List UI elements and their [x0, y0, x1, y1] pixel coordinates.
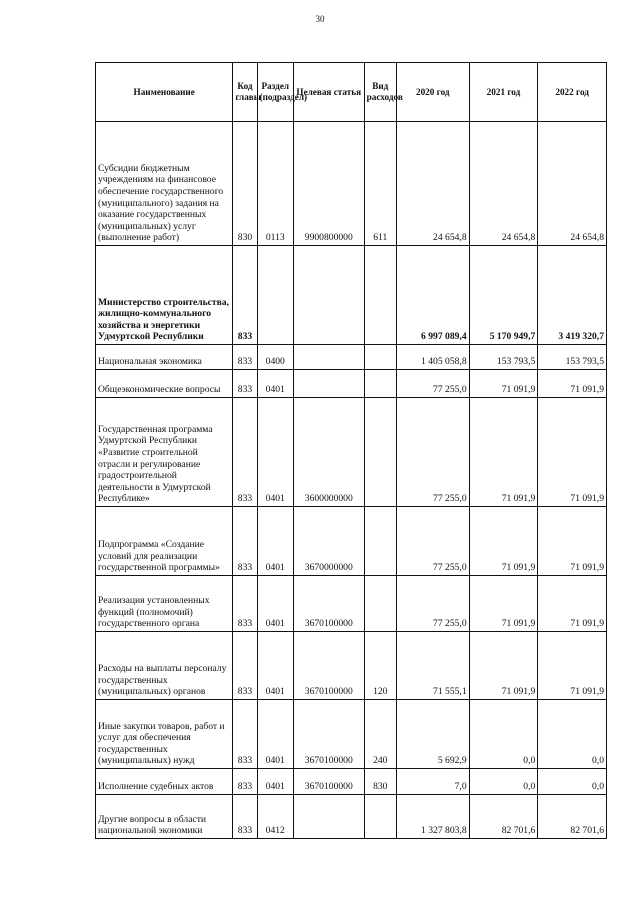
row-section: 0401: [257, 398, 293, 507]
row-name: Исполнение судебных актов: [96, 769, 233, 795]
row-2021: 24 654,8: [469, 122, 538, 246]
row-code: 833: [233, 576, 257, 632]
table-row: [96, 122, 607, 246]
row-section: 0401: [257, 700, 293, 769]
table-row: [96, 345, 607, 370]
row-section: 0401: [257, 576, 293, 632]
row-type: [364, 345, 396, 370]
row-target: 3670000000: [293, 507, 364, 576]
row-2021: 82 701,6: [469, 795, 538, 839]
row-target: [293, 345, 364, 370]
row-target: 3670100000: [293, 632, 364, 700]
row-2022: 3 419 320,7: [538, 246, 607, 345]
row-type: [364, 370, 396, 398]
row-2020: 77 255,0: [396, 507, 469, 576]
row-2022: 71 091,9: [538, 398, 607, 507]
row-2021: 71 091,9: [469, 370, 538, 398]
row-section: 0400: [257, 345, 293, 370]
row-section: 0401: [257, 370, 293, 398]
row-code: 833: [233, 246, 257, 345]
row-2020: 7,0: [396, 769, 469, 795]
row-name: Общеэкономические вопросы: [96, 370, 233, 398]
header-target: Целевая статья: [293, 63, 364, 122]
row-type: 240: [364, 700, 396, 769]
row-target: 3600000000: [293, 398, 364, 507]
row-2022: 71 091,9: [538, 576, 607, 632]
row-type: 830: [364, 769, 396, 795]
row-name: Министерство строительства, жилищно-коммунального хозяйства и энергетики Удмуртской Республики: [96, 246, 233, 345]
row-code: 833: [233, 345, 257, 370]
row-2020: 77 255,0: [396, 398, 469, 507]
row-target: 3670100000: [293, 700, 364, 769]
row-2022: 71 091,9: [538, 507, 607, 576]
table-row: [96, 398, 607, 507]
row-2022: 82 701,6: [538, 795, 607, 839]
row-2022: 71 091,9: [538, 632, 607, 700]
header-row: [96, 63, 607, 122]
row-2020: 77 255,0: [396, 576, 469, 632]
table-row: [96, 700, 607, 769]
row-section: 0113: [257, 122, 293, 246]
table-row: [96, 632, 607, 700]
row-name: Национальная экономика: [96, 345, 233, 370]
row-2021: 0,0: [469, 700, 538, 769]
header-2022: 2022 год: [538, 63, 607, 122]
row-2021: 71 091,9: [469, 507, 538, 576]
table-row: [96, 795, 607, 839]
row-2022: 0,0: [538, 769, 607, 795]
row-2020: 71 555,1: [396, 632, 469, 700]
row-name: Другие вопросы в области национальной экономики: [96, 795, 233, 839]
row-name: Подпрограмма «Создание условий для реализации государственной программы»: [96, 507, 233, 576]
row-2020: 77 255,0: [396, 370, 469, 398]
row-2022: 0,0: [538, 700, 607, 769]
row-name: Субсидии бюджетным учреждениям на финансовое обеспечение государственного (муниципального) задания на оказание государственных (муниципальных) услуг (выполнение работ): [96, 122, 233, 246]
row-target: [293, 370, 364, 398]
table-row: [96, 507, 607, 576]
table-row: [96, 769, 607, 795]
row-2020: 5 692,9: [396, 700, 469, 769]
row-type: [364, 576, 396, 632]
row-2021: 71 091,9: [469, 398, 538, 507]
budget-table: [95, 62, 607, 839]
header-section: Раздел (подраздел): [257, 63, 293, 122]
row-2022: 71 091,9: [538, 370, 607, 398]
row-target: [293, 795, 364, 839]
row-2021: 71 091,9: [469, 576, 538, 632]
row-name: Расходы на выплаты персоналу государственных (муниципальных) органов: [96, 632, 233, 700]
row-2021: 5 170 949,7: [469, 246, 538, 345]
row-code: 833: [233, 700, 257, 769]
row-target: 3670100000: [293, 576, 364, 632]
row-code: 833: [233, 370, 257, 398]
table-row: [96, 246, 607, 345]
row-code: 833: [233, 507, 257, 576]
row-type: 120: [364, 632, 396, 700]
row-type: [364, 398, 396, 507]
row-2020: 1 405 058,8: [396, 345, 469, 370]
row-type: 611: [364, 122, 396, 246]
header-name: Наименование: [96, 63, 233, 122]
row-type: [364, 246, 396, 345]
row-type: [364, 795, 396, 839]
row-2022: 24 654,8: [538, 122, 607, 246]
row-name: Иные закупки товаров, работ и услуг для обеспечения государственных (муниципальных) нужд: [96, 700, 233, 769]
row-section: 0412: [257, 795, 293, 839]
header-type: Вид расходов: [364, 63, 396, 122]
row-2020: 1 327 803,8: [396, 795, 469, 839]
header-2021: 2021 год: [469, 63, 538, 122]
row-target: 9900800000: [293, 122, 364, 246]
row-name: Реализация установленных функций (полномочий) государственного органа: [96, 576, 233, 632]
header-code: Код главы: [233, 63, 257, 122]
row-2021: 71 091,9: [469, 632, 538, 700]
row-code: 833: [233, 398, 257, 507]
row-code: 833: [233, 795, 257, 839]
table-row: [96, 576, 607, 632]
row-2020: 6 997 089,4: [396, 246, 469, 345]
row-2021: 0,0: [469, 769, 538, 795]
row-code: 833: [233, 769, 257, 795]
row-name: Государственная программа Удмуртской Республики «Развитие строительной отрасли и регулирование градостроительной деятельности в Удмуртской Республике»: [96, 398, 233, 507]
row-2020: 24 654,8: [396, 122, 469, 246]
row-2021: 153 793,5: [469, 345, 538, 370]
row-section: 0401: [257, 769, 293, 795]
row-section: [257, 246, 293, 345]
row-target: [293, 246, 364, 345]
table-row: [96, 370, 607, 398]
row-code: 830: [233, 122, 257, 246]
row-section: 0401: [257, 632, 293, 700]
row-code: 833: [233, 632, 257, 700]
row-type: [364, 507, 396, 576]
page-number: 30: [315, 14, 325, 24]
header-2020: 2020 год: [396, 63, 469, 122]
row-target: 3670100000: [293, 769, 364, 795]
row-section: 0401: [257, 507, 293, 576]
row-2022: 153 793,5: [538, 345, 607, 370]
